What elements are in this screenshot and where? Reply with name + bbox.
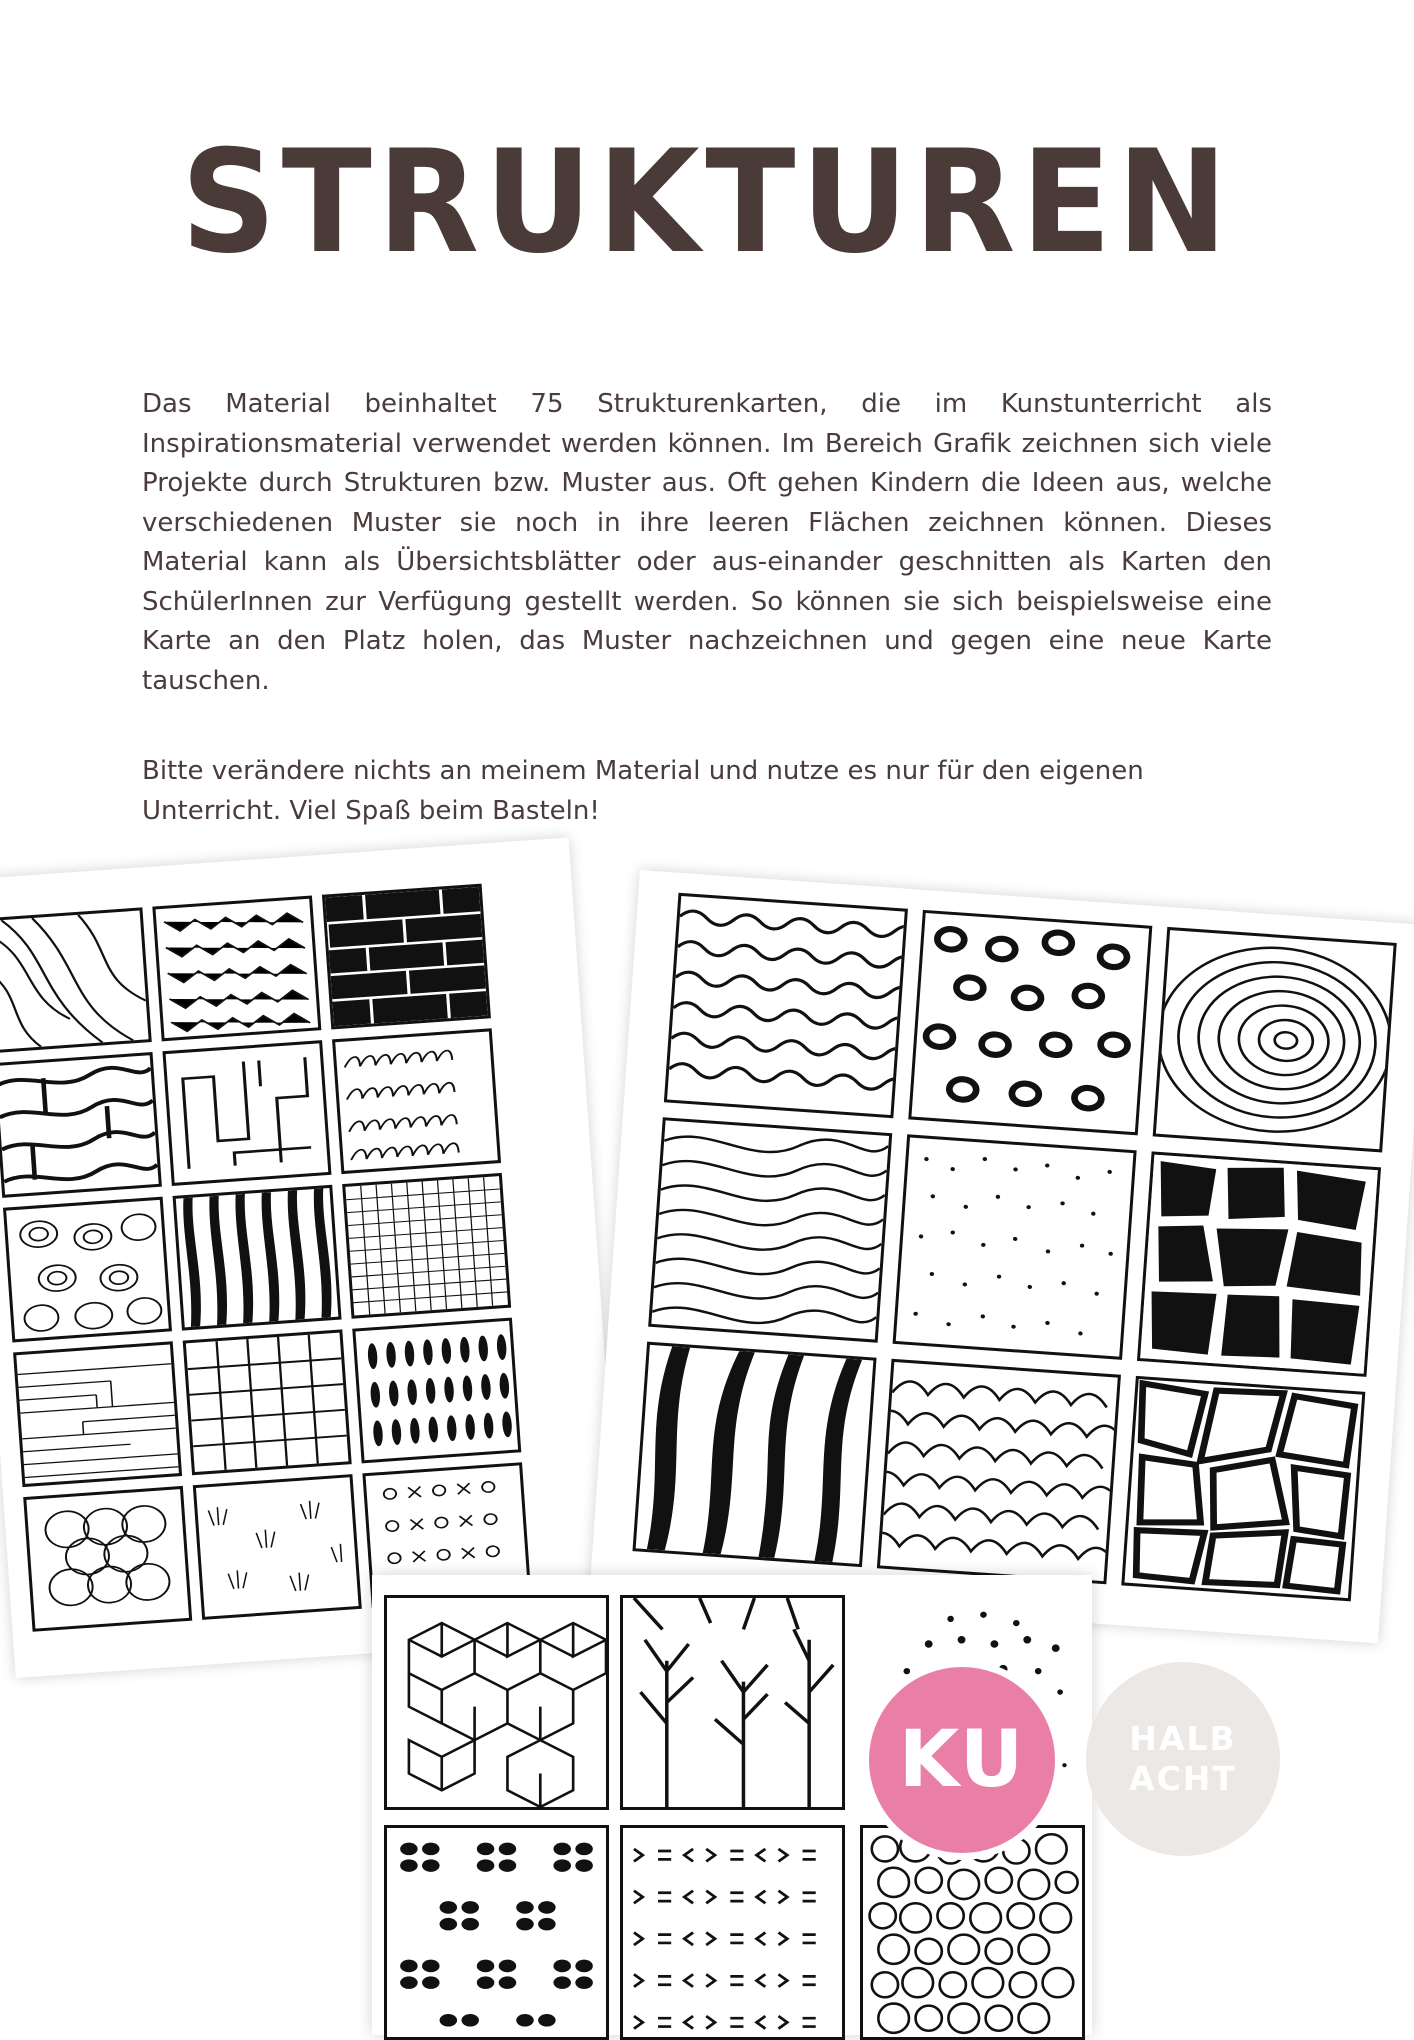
pattern-tile [183,1329,352,1475]
pattern-tile [23,1486,192,1632]
pattern-tile [152,895,321,1041]
pattern-tile [632,1342,876,1568]
pattern-tile [664,893,908,1119]
intro-paragraph: Das Material beinhaltet 75 Strukturenkarten, die im Kunstunterricht als Inspirationsmaterial verwendet werden können. Im Bereich Grafik zeichnen sich viele Projekte durch Strukturen bzw. Muster aus. Oft gehen Kindern die Ideen aus, welche verschiedenen Muster sie noch in ihre leeren Flächen zeichnen können. Dieses Material kann als Übersichtsblätter oder aus-einander geschnitten als Karten den SchülerInnen zur Verfügung gestellt werden. So können sie sich beispielsweise eine Karte an den Platz holen, das Muster nachzeichnen und gegen eine neue Karte tauschen. [142,389,1272,696]
ku-logo-badge [862,1660,1062,1860]
ku-logo-text: KU [898,1715,1026,1805]
acht-logo-text: ACHT [1129,1759,1237,1798]
usage-note-paragraph: Bitte verändere nichts an meinem Material und nutze es nur für den eigenen Unterricht. Viel Spaß beim Basteln! [142,756,1144,826]
preview-sheet-left [0,837,624,1678]
pattern-tile [648,1117,892,1343]
pattern-tile [13,1341,182,1487]
pattern-tile [342,1173,511,1319]
preview-sheet-right [590,870,1414,1643]
pattern-tile [162,1040,331,1186]
pattern-tile [908,910,1152,1136]
pattern-tile [1121,1376,1365,1602]
pattern-tile [384,1825,609,2040]
pattern-tile [173,1185,342,1331]
pattern-tile [877,1359,1121,1585]
pattern-tile [332,1028,501,1174]
pattern-tile [384,1595,609,1810]
pattern-tile [0,907,152,1053]
pattern-tile [620,1595,845,1810]
page-title: STRUKTUREN [180,120,1233,285]
pattern-tile [1153,927,1397,1153]
pattern-tile [3,1197,172,1343]
halbacht-logo-badge [1086,1662,1280,1856]
pattern-tile [322,884,491,1030]
halb-logo-text: HALB [1129,1719,1237,1758]
pattern-tile [893,1134,1137,1360]
pattern-tile [193,1474,362,1620]
pattern-tile [0,1052,162,1198]
pattern-tile [620,1825,845,2040]
pattern-tile [352,1318,521,1464]
pattern-tile [1137,1151,1381,1377]
